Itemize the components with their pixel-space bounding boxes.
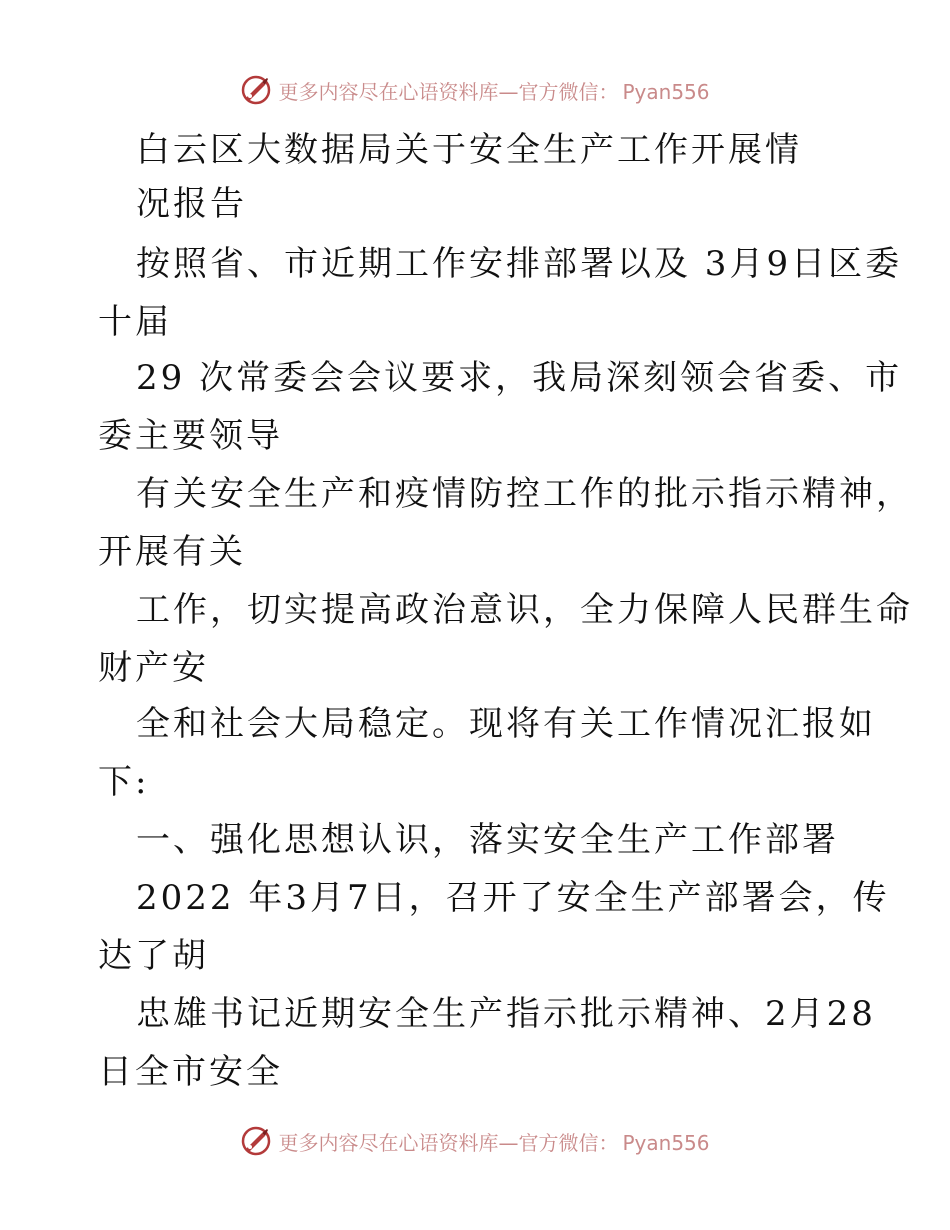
doc-line: 十届 xyxy=(98,302,172,342)
doc-line: 有关安全生产和疫情防控工作的批示指示精神， xyxy=(136,474,913,514)
doc-line: 2022 年3月7日，召开了安全生产部署会，传 xyxy=(136,878,890,918)
doc-line: 开展有关 xyxy=(98,532,246,572)
doc-line: 委主要领导 xyxy=(98,416,283,456)
watermark-text: 更多内容尽在心语资料库—官方微信： Pyan556 xyxy=(278,1130,710,1155)
doc-line: 忠雄书记近期安全生产指示批示精神、2月28 xyxy=(136,994,876,1034)
doc-line: 按照省、市近期工作安排部署以及 3月9日区委 xyxy=(136,244,903,284)
doc-line: 财产安 xyxy=(98,648,209,688)
doc-line: 达了胡 xyxy=(98,936,209,976)
quill-seal-icon xyxy=(240,1125,272,1157)
watermark-wechat-id: Pyan556 xyxy=(622,1130,710,1155)
doc-title-line-1: 白云区大数据局关于安全生产工作开展情 xyxy=(136,130,802,170)
watermark-wechat-id: Pyan556 xyxy=(622,79,710,104)
doc-line: 下: xyxy=(98,762,150,802)
doc-title-line-2: 况报告 xyxy=(136,184,247,224)
doc-line: 29 次常委会会议要求，我局深刻领会省委、市 xyxy=(136,358,903,398)
doc-line: 工作，切实提高政治意识，全力保障人民群生命 xyxy=(136,590,913,630)
doc-line: 日全市安全 xyxy=(98,1052,283,1092)
footer-watermark xyxy=(0,1121,950,1161)
section-heading-1: 一、强化思想认识，落实安全生产工作部署 xyxy=(136,820,839,860)
watermark-text: 更多内容尽在心语资料库—官方微信： Pyan556 xyxy=(278,79,710,104)
doc-line: 全和社会大局稳定。现将有关工作情况汇报如 xyxy=(136,704,876,744)
header-watermark xyxy=(0,70,950,110)
quill-seal-icon xyxy=(240,74,272,106)
